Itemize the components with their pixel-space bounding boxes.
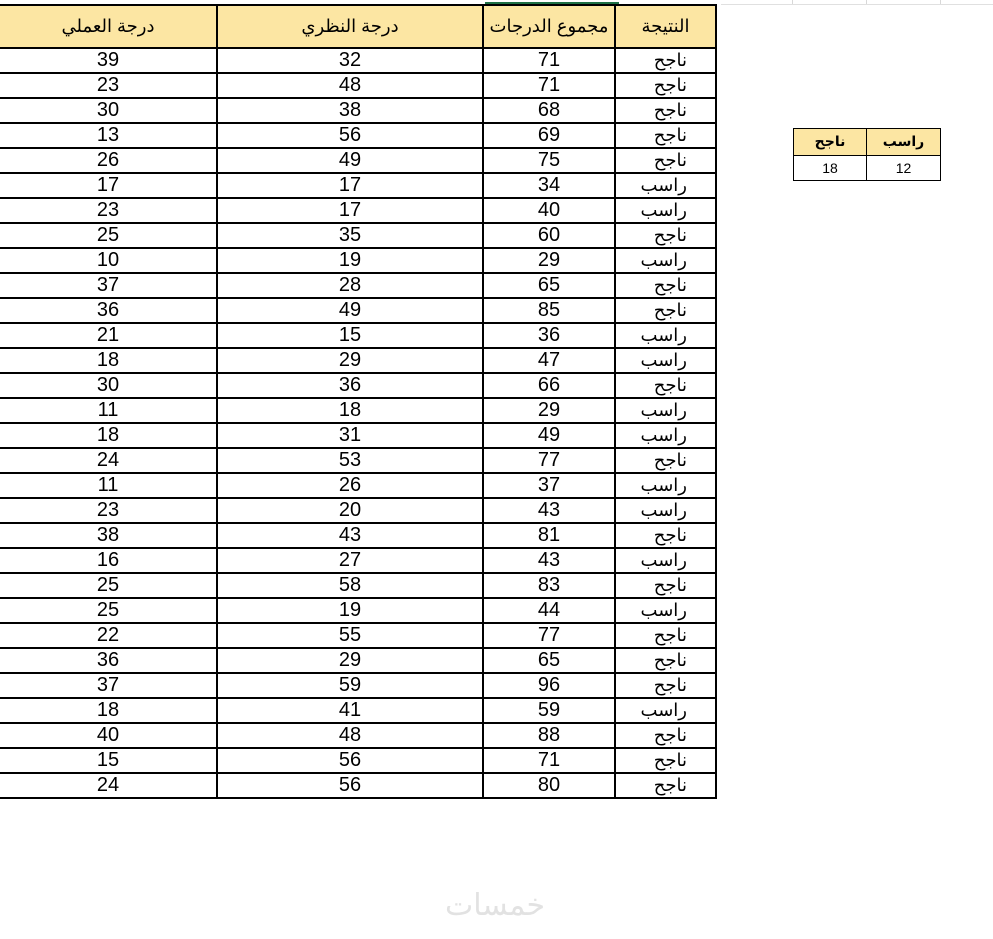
table-row — [0, 148, 716, 173]
cell-total[interactable]: 59 — [483, 698, 615, 723]
cell-theory[interactable]: 36 — [217, 373, 483, 398]
table-row — [0, 498, 716, 523]
table-row — [0, 398, 716, 423]
cell-practical[interactable]: 24 — [0, 773, 217, 798]
cell-result[interactable]: راسب — [615, 698, 716, 723]
cell-theory[interactable]: 55 — [217, 623, 483, 648]
cell-result[interactable]: ناجح — [615, 223, 716, 248]
cell-total[interactable]: 69 — [483, 123, 615, 148]
cell-result[interactable]: ناجح — [615, 98, 716, 123]
table-row — [0, 548, 716, 573]
cell-total[interactable]: 40 — [483, 198, 615, 223]
cell-practical[interactable]: 39 — [0, 48, 217, 73]
cell-result[interactable]: ناجح — [615, 148, 716, 173]
cell-result[interactable]: ناجح — [615, 523, 716, 548]
cell-result[interactable]: ناجح — [615, 73, 716, 98]
table-row — [0, 673, 716, 698]
summary-pass-count[interactable]: 18 — [794, 156, 867, 181]
table-row — [0, 223, 716, 248]
cell-practical[interactable]: 24 — [0, 448, 217, 473]
cell-practical[interactable]: 11 — [0, 398, 217, 423]
table-row — [0, 173, 716, 198]
cell-theory[interactable]: 59 — [217, 673, 483, 698]
cell-result[interactable]: راسب — [615, 323, 716, 348]
cell-theory[interactable]: 56 — [217, 748, 483, 773]
cell-practical[interactable]: 18 — [0, 698, 217, 723]
cell-practical[interactable]: 23 — [0, 73, 217, 98]
cell-theory[interactable]: 43 — [217, 523, 483, 548]
cell-total[interactable]: 68 — [483, 98, 615, 123]
cell-practical[interactable]: 15 — [0, 748, 217, 773]
table-row — [0, 123, 716, 148]
summary-fail-count[interactable]: 12 — [867, 156, 941, 181]
cell-practical[interactable]: 23 — [0, 198, 217, 223]
table-row — [0, 423, 716, 448]
cell-theory[interactable]: 48 — [217, 73, 483, 98]
header-theory[interactable]: درجة النظري — [217, 5, 483, 48]
table-row — [0, 473, 716, 498]
cell-theory[interactable]: 56 — [217, 123, 483, 148]
grid-tick — [792, 0, 793, 4]
cell-total[interactable]: 71 — [483, 73, 615, 98]
cell-total[interactable]: 77 — [483, 448, 615, 473]
cell-total[interactable]: 83 — [483, 573, 615, 598]
table-row — [0, 298, 716, 323]
cell-theory[interactable]: 29 — [217, 648, 483, 673]
cell-result[interactable]: ناجح — [615, 773, 716, 798]
header-row — [0, 5, 716, 48]
cell-theory[interactable]: 20 — [217, 498, 483, 523]
summary-pass-label[interactable]: ناجح — [794, 129, 867, 156]
cell-total[interactable]: 44 — [483, 598, 615, 623]
cell-result[interactable]: ناجح — [615, 723, 716, 748]
cell-theory[interactable]: 48 — [217, 723, 483, 748]
cell-total[interactable]: 47 — [483, 348, 615, 373]
cell-total[interactable]: 65 — [483, 648, 615, 673]
table-row — [0, 373, 716, 398]
cell-practical[interactable]: 40 — [0, 723, 217, 748]
summary-header-row — [794, 129, 941, 156]
cell-total[interactable]: 77 — [483, 623, 615, 648]
cell-practical[interactable]: 25 — [0, 598, 217, 623]
cell-total[interactable]: 37 — [483, 473, 615, 498]
cell-theory[interactable]: 31 — [217, 423, 483, 448]
cell-theory[interactable]: 29 — [217, 348, 483, 373]
header-result[interactable]: النتيجة — [615, 5, 716, 48]
cell-practical[interactable]: 36 — [0, 648, 217, 673]
cell-total[interactable]: 88 — [483, 723, 615, 748]
grid-tick — [940, 0, 941, 4]
table-row — [0, 98, 716, 123]
table-row — [0, 723, 716, 748]
cell-result[interactable]: ناجح — [615, 373, 716, 398]
cell-practical[interactable]: 30 — [0, 98, 217, 123]
cell-practical[interactable]: 37 — [0, 673, 217, 698]
cell-practical[interactable]: 21 — [0, 323, 217, 348]
summary-value-row — [794, 156, 941, 181]
table-row — [0, 198, 716, 223]
table-row — [0, 573, 716, 598]
table-row — [0, 523, 716, 548]
table-row — [0, 248, 716, 273]
cell-result[interactable]: راسب — [615, 248, 716, 273]
cell-practical[interactable]: 30 — [0, 373, 217, 398]
table-row — [0, 323, 716, 348]
cell-result[interactable]: راسب — [615, 198, 716, 223]
cell-theory[interactable]: 19 — [217, 248, 483, 273]
table-row — [0, 648, 716, 673]
cell-theory[interactable]: 53 — [217, 448, 483, 473]
cell-total[interactable]: 34 — [483, 173, 615, 198]
cell-result[interactable]: راسب — [615, 548, 716, 573]
cell-theory[interactable]: 38 — [217, 98, 483, 123]
cell-result[interactable]: ناجح — [615, 573, 716, 598]
cell-practical[interactable]: 26 — [0, 148, 217, 173]
summary-table — [793, 128, 941, 181]
cell-result[interactable]: ناجح — [615, 748, 716, 773]
summary-fail-label[interactable]: راسب — [867, 129, 941, 156]
cell-result[interactable]: راسب — [615, 348, 716, 373]
cell-theory[interactable]: 49 — [217, 298, 483, 323]
cell-result[interactable]: ناجح — [615, 48, 716, 73]
cell-result[interactable]: راسب — [615, 398, 716, 423]
table-row — [0, 48, 716, 73]
cell-total[interactable]: 43 — [483, 548, 615, 573]
cell-practical[interactable]: 38 — [0, 523, 217, 548]
cell-total[interactable]: 36 — [483, 323, 615, 348]
cell-practical[interactable]: 23 — [0, 498, 217, 523]
cell-theory[interactable]: 27 — [217, 548, 483, 573]
cell-result[interactable]: ناجح — [615, 448, 716, 473]
table-row — [0, 748, 716, 773]
grid-tick — [866, 0, 867, 4]
cell-theory[interactable]: 28 — [217, 273, 483, 298]
cell-theory[interactable]: 18 — [217, 398, 483, 423]
cell-result[interactable]: ناجح — [615, 273, 716, 298]
cell-theory[interactable]: 58 — [217, 573, 483, 598]
cell-theory[interactable]: 15 — [217, 323, 483, 348]
cell-total[interactable]: 71 — [483, 48, 615, 73]
cell-theory[interactable]: 32 — [217, 48, 483, 73]
cell-practical[interactable]: 37 — [0, 273, 217, 298]
cell-total[interactable]: 66 — [483, 373, 615, 398]
cell-practical[interactable]: 11 — [0, 473, 217, 498]
cell-result[interactable]: راسب — [615, 473, 716, 498]
cell-theory[interactable]: 19 — [217, 598, 483, 623]
table-row — [0, 623, 716, 648]
cell-result[interactable]: ناجح — [615, 673, 716, 698]
cell-theory[interactable]: 56 — [217, 773, 483, 798]
cell-practical[interactable]: 18 — [0, 348, 217, 373]
cell-result[interactable]: راسب — [615, 173, 716, 198]
cell-total[interactable]: 81 — [483, 523, 615, 548]
grid-line — [721, 4, 993, 5]
table-row — [0, 598, 716, 623]
cell-practical[interactable]: 16 — [0, 548, 217, 573]
grades-table — [0, 4, 717, 799]
cell-theory[interactable]: 17 — [217, 198, 483, 223]
cell-result[interactable]: ناجح — [615, 123, 716, 148]
header-total[interactable]: مجموع الدرجات — [483, 5, 615, 48]
watermark-logo: خمسات — [444, 888, 546, 923]
cell-total[interactable]: 85 — [483, 298, 615, 323]
cell-result[interactable]: ناجح — [615, 648, 716, 673]
cell-total[interactable]: 49 — [483, 423, 615, 448]
cell-total[interactable]: 29 — [483, 398, 615, 423]
cell-theory[interactable]: 26 — [217, 473, 483, 498]
cell-practical[interactable]: 13 — [0, 123, 217, 148]
table-row — [0, 448, 716, 473]
cell-total[interactable]: 96 — [483, 673, 615, 698]
cell-total[interactable]: 80 — [483, 773, 615, 798]
cell-total[interactable]: 29 — [483, 248, 615, 273]
table-row — [0, 73, 716, 98]
cell-theory[interactable]: 35 — [217, 223, 483, 248]
cell-practical[interactable]: 25 — [0, 573, 217, 598]
header-practical[interactable]: درجة العملي — [0, 5, 217, 48]
cell-practical[interactable]: 25 — [0, 223, 217, 248]
cell-result[interactable]: ناجح — [615, 623, 716, 648]
cell-theory[interactable]: 49 — [217, 148, 483, 173]
cell-theory[interactable]: 17 — [217, 173, 483, 198]
table-row — [0, 698, 716, 723]
cell-result[interactable]: راسب — [615, 423, 716, 448]
table-row — [0, 773, 716, 798]
cell-result[interactable]: ناجح — [615, 298, 716, 323]
cell-practical[interactable]: 22 — [0, 623, 217, 648]
cell-theory[interactable]: 41 — [217, 698, 483, 723]
cell-total[interactable]: 60 — [483, 223, 615, 248]
table-row — [0, 273, 716, 298]
cell-practical[interactable]: 18 — [0, 423, 217, 448]
cell-total[interactable]: 71 — [483, 748, 615, 773]
cell-practical[interactable]: 17 — [0, 173, 217, 198]
grades-body — [0, 48, 716, 798]
cell-practical[interactable]: 10 — [0, 248, 217, 273]
table-row — [0, 348, 716, 373]
cell-total[interactable]: 43 — [483, 498, 615, 523]
cell-total[interactable]: 65 — [483, 273, 615, 298]
cell-result[interactable]: راسب — [615, 598, 716, 623]
cell-practical[interactable]: 36 — [0, 298, 217, 323]
cell-total[interactable]: 75 — [483, 148, 615, 173]
cell-result[interactable]: راسب — [615, 498, 716, 523]
